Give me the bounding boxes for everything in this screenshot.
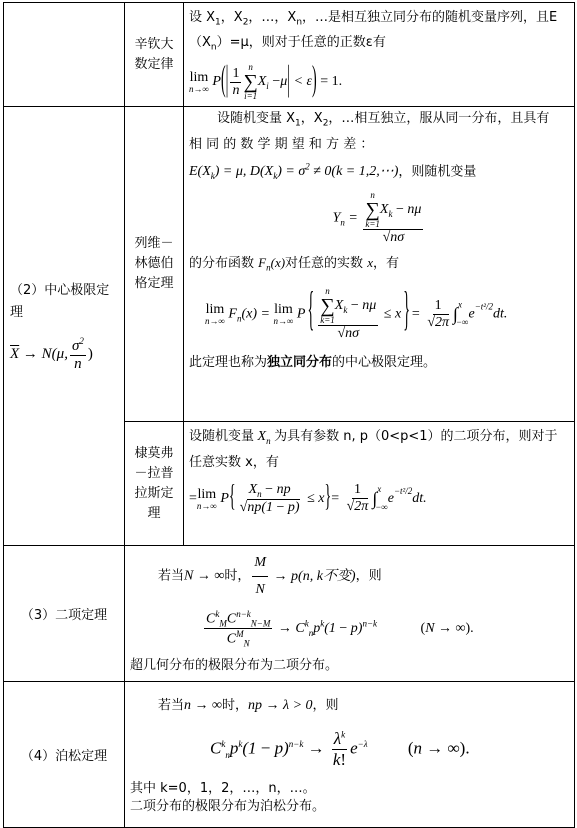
clt-label: （2）中心极限定理: [10, 282, 110, 320]
khinchin-name: 辛钦大数定律: [125, 3, 184, 107]
lindeberg-yn-formula: $Y_n$ = n ∑ k=1 $X_k - n\mu$ √nσ: [332, 190, 422, 246]
poisson-formula: $C^k_np^k(1 - p)^{n-k}$ → $\frac{\lambda^k}{k!}$ $e^{-\lambda}$ (n → ∞).: [210, 728, 470, 769]
poisson-content: [125, 681, 575, 827]
demoivre-line1: 设随机变量 $X_n$ 为具有参数 n, p（0<p<1）的二项分布，则对于: [189, 429, 558, 446]
khinchin-line2: $(X_n)=\mu$，则对于任意的正数ε有: [189, 34, 386, 53]
khinchin-row: [4, 3, 575, 107]
binomial-note: 超几何分布的极限分布为二项分布。: [130, 657, 339, 673]
binomial-row: [4, 546, 575, 682]
demoivre-line2: 任意实数 x，有: [189, 454, 279, 470]
theorem-table: [3, 2, 575, 828]
lindeberg-name: 列维－林德伯格定理: [125, 107, 184, 422]
khinchin-content: [184, 3, 575, 107]
khinchin-formula: lim n→∞ P(| $\frac{1}{n}$ n ∑ i=1 $X_i -\mu| < \varepsilon) = 1$.: [189, 61, 343, 102]
lindeberg-line5: 的分布函数 $F_n(x)$对任意的实数 x，有: [189, 255, 399, 273]
binomial-formula: $\frac{C^k_MC^{n-k}_{N-M}}{C^M_N}$ → $C^k_np^k(1 - p)^{n-k}$ (N → ∞).: [206, 609, 474, 649]
demoivre-name: 棣莫弗－拉普拉斯定理: [125, 422, 184, 546]
lindeberg-line2: 相 同 的 数 学 期 望 和 方 差 ：: [189, 136, 374, 152]
binomial-label: （3）二项定理: [4, 546, 125, 682]
lindeberg-content: [184, 107, 575, 422]
poisson-label: （4）泊松定理: [4, 681, 125, 827]
lindeberg-row: [4, 107, 575, 422]
clt-label-cell: [4, 107, 125, 546]
lindeberg-line1: 设随机变量 $X_1$，$X_2$，…相互独立，服从同一分布，且具有: [217, 111, 550, 129]
khinchin-empty-cell: [4, 3, 125, 107]
poisson-note2: 二项分布的极限分布为泊松分布。: [130, 798, 326, 814]
lindeberg-limit-formula: lim n→∞ $F_n(x)$ = lim n→∞ P { n ∑ k=1 $X_k - n\mu$ √nσ ≤ x } = $\frac{1}{√2\pi}$ $\int^x_{-\infty}e^{-t^2/2}dt$.: [205, 285, 508, 341]
lindeberg-line3: $E(X_k) = \mu$, $D(X_k) = \sigma^2 \ne 0(k$ = 1,2,⋯)，则随机变量: [189, 161, 477, 182]
demoivre-content: [184, 422, 575, 546]
clt-distribution: $\overline{X} \to N(\mu$, $\frac{\sigma^2}{n}$ ): [10, 335, 93, 372]
poisson-note1: 其中 k=0，1，2，…，n，…。: [130, 780, 316, 796]
khinchin-line1: 设 $X_1$，$X_2$，…，$X_n$，…是相互独立同分布的随机变量序列，且E: [189, 9, 558, 28]
poisson-condition: 若当n → ∞时，np → λ > 0，则: [158, 697, 339, 713]
demoivre-formula: = lim n→∞ P{ $\frac{X_n - np}{√np(1 - p)}$ ≤ x}= $\frac{1}{√2\pi}$ $\int^x_{-\infty}e^{-t^2/2}dt$.: [189, 481, 427, 515]
lindeberg-note: 此定理也称为独立同分布的中心极限定理。: [189, 354, 437, 370]
poisson-row: [4, 681, 575, 827]
binomial-content: [125, 546, 575, 682]
binomial-condition: 若当N → ∞时， $\frac{M}{N}$ → p(n, k不变)，则: [130, 550, 569, 603]
